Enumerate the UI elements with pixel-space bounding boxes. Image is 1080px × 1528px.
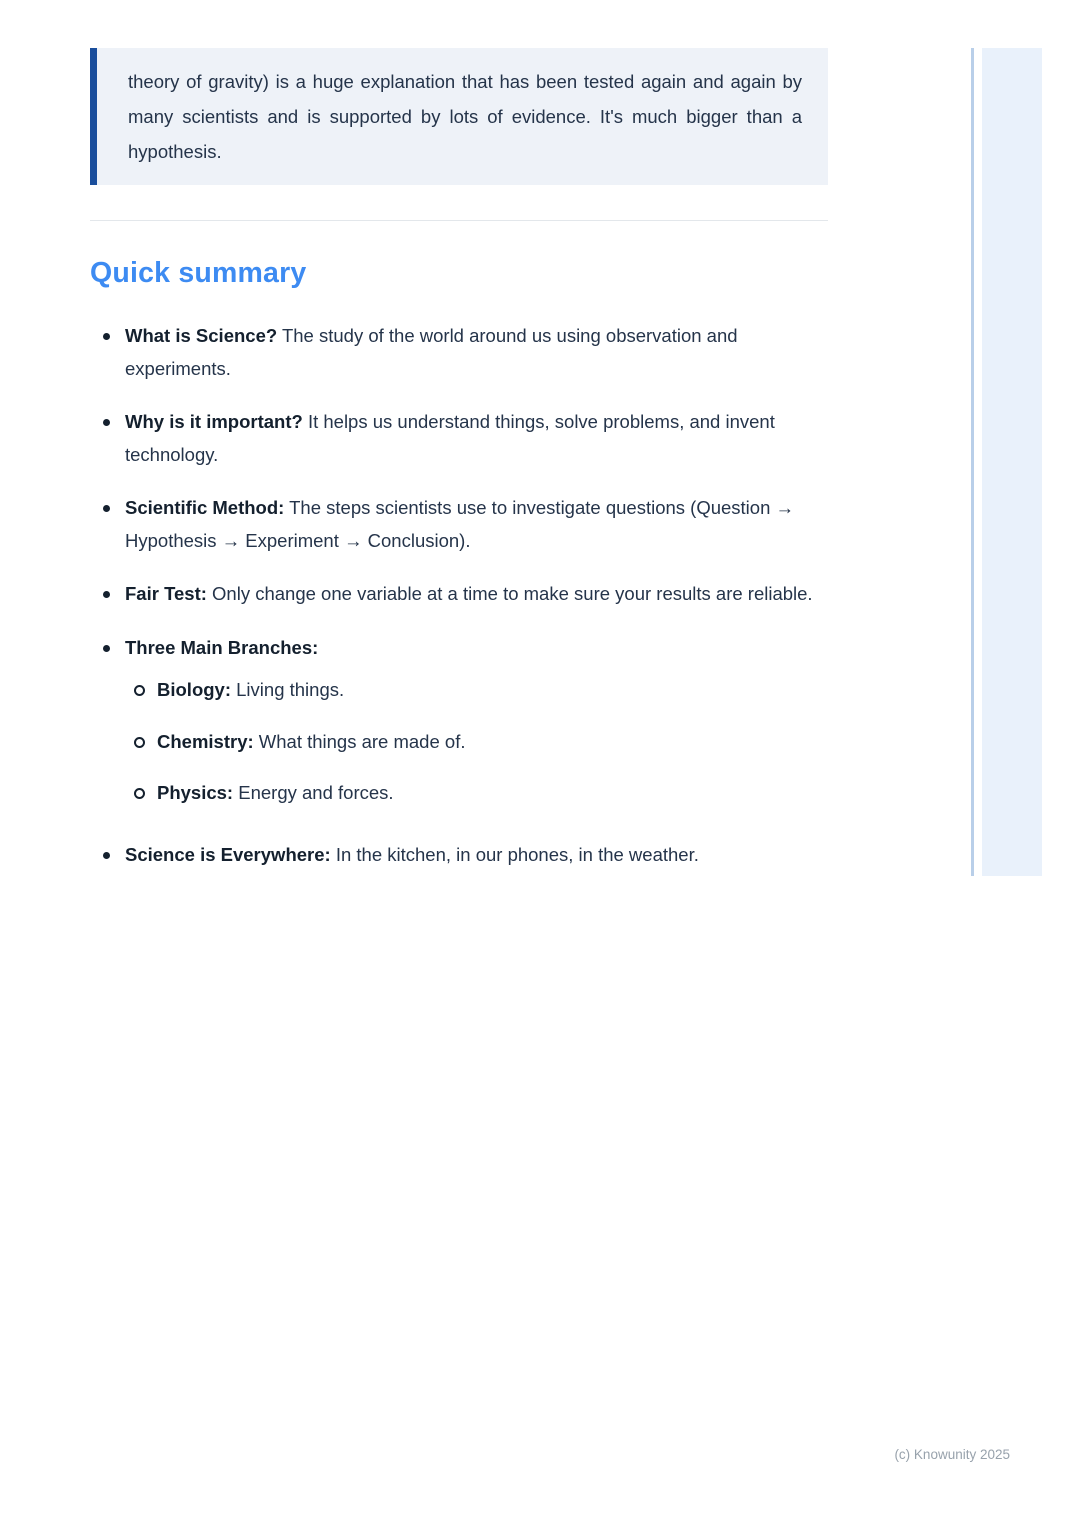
sub-list-item-text: What things are made of.	[253, 730, 466, 752]
bullet-icon	[90, 839, 125, 872]
copyright-text: (c) Knowunity 2025	[894, 1447, 1010, 1462]
summary-list	[90, 320, 828, 871]
page-edge-line	[971, 48, 974, 876]
sub-bullet-icon	[125, 674, 157, 707]
sub-list-item	[125, 777, 828, 810]
list-item-body	[125, 632, 828, 818]
document-content	[90, 48, 828, 892]
sub-bullet-icon	[125, 726, 157, 759]
list-item-text: It helps us understand things, solve problems, and invent technology.	[125, 411, 775, 465]
sub-list-item-text: Living things.	[231, 679, 345, 700]
list-item-text: The steps scientists use to investigate questions (Question → Hypothesis → Experiment → Conclusion).	[125, 497, 795, 551]
list-item-label: Fair Test:	[125, 583, 207, 604]
horizontal-divider	[90, 220, 828, 221]
list-item-label: Why is it important?	[125, 411, 303, 432]
scrollbar-track[interactable]	[982, 48, 1042, 876]
bullet-icon	[90, 578, 125, 611]
list-item-label: Science is Everywhere:	[125, 843, 331, 865]
list-item-label: Scientific Method:	[125, 497, 285, 518]
sub-list-item	[125, 674, 828, 707]
list-item	[90, 406, 828, 471]
sub-list-item-body	[157, 674, 828, 707]
list-item-text: Only change one variable at a time to make sure your results are reliable.	[206, 583, 813, 604]
list-item	[90, 632, 828, 818]
sub-list-item-label: Chemistry:	[157, 730, 254, 752]
sub-list-item-label: Biology:	[157, 679, 231, 700]
list-item-label: What is Science?	[125, 325, 278, 346]
list-item	[90, 839, 828, 872]
sub-bullet-icon	[125, 777, 157, 810]
list-item	[90, 578, 828, 611]
bullet-icon	[90, 632, 125, 818]
callout-note	[90, 48, 828, 185]
list-item	[90, 320, 828, 385]
list-item-body	[125, 320, 828, 385]
list-item-body	[125, 492, 828, 557]
bullet-icon	[90, 406, 125, 471]
callout-text: theory of gravity) is a huge explanation that has been tested again and again by many scientists and is supported by lots of evidence. It's much bigger than a hypothesis.	[128, 71, 802, 162]
bullet-icon	[90, 320, 125, 385]
bullet-icon	[90, 492, 125, 557]
list-item-text: In the kitchen, in our phones, in the weather.	[330, 843, 699, 865]
sub-list	[125, 674, 828, 810]
list-item	[90, 492, 828, 557]
list-item-body	[125, 578, 828, 611]
list-item-label: Three Main Branches:	[125, 636, 319, 658]
sub-list-item-label: Physics:	[157, 782, 234, 803]
section-heading: Quick summary	[90, 257, 307, 289]
sub-list-item	[125, 726, 828, 759]
list-item-text: The study of the world around us using observation and experiments.	[125, 325, 738, 379]
sub-list-item-text: Energy and forces.	[233, 782, 394, 803]
sub-list-item-body	[157, 726, 828, 759]
sub-list-item-body	[157, 777, 828, 810]
list-item-body	[125, 406, 828, 471]
list-item-body	[125, 839, 828, 872]
